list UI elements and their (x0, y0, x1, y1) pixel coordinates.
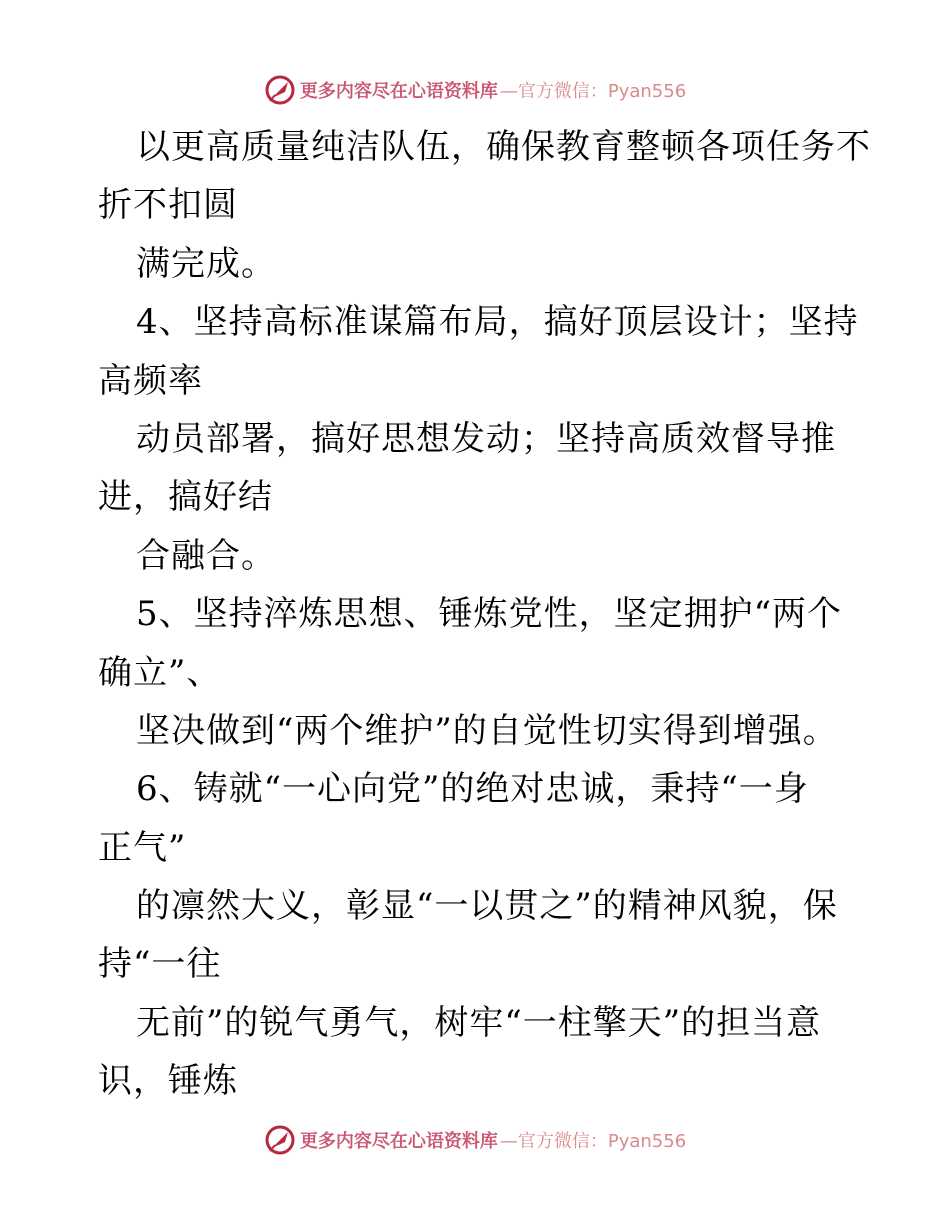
document-body (98, 118, 871, 1111)
watermark-sub-text: —官方微信：Pyan556 (499, 1131, 687, 1152)
text-line: 持“一往 (98, 944, 222, 985)
text-line: 6、铸就“一心向党”的绝对忠诚，秉持“一身 (136, 769, 809, 810)
footer-watermark (0, 1120, 950, 1160)
text-line: 正气” (98, 827, 187, 868)
text-line: 折不扣圆 (98, 185, 238, 226)
text-line: 高频率 (98, 360, 203, 401)
quill-logo-icon (264, 1124, 296, 1156)
text-line: 坚决做到“两个维护”的自觉性切实得到增强。 (136, 710, 838, 751)
text-line: 合融合。 (136, 535, 276, 576)
text-line: 进，搞好结 (98, 477, 273, 518)
header-watermark (0, 70, 950, 110)
text-line: 动员部署，搞好思想发动；坚持高质效督导推 (136, 418, 836, 459)
quill-logo-icon (264, 74, 296, 106)
text-line: 5、坚持淬炼思想、锤炼党性，坚定拥护“两个 (136, 594, 843, 635)
watermark-main-text: 更多内容尽在心语资料库 (299, 1131, 498, 1152)
watermark-sub-text: —官方微信：Pyan556 (499, 81, 687, 102)
text-line: 满完成。 (136, 243, 276, 284)
text-line: 的凛然大义，彰显“一以贯之”的精神风貌，保 (136, 886, 838, 927)
text-line: 无前”的锐气勇气，树牢“一柱擎天”的担当意 (136, 1002, 822, 1043)
text-line: 确立”、 (98, 652, 222, 693)
watermark-main-text: 更多内容尽在心语资料库 (299, 81, 498, 102)
text-line: 识，锤炼 (98, 1061, 238, 1102)
text-line: 以更高质量纯洁队伍，确保教育整顿各项任务不 (136, 127, 871, 167)
text-line: 4、坚持高标准谋篇布局，搞好顶层设计；坚持 (136, 302, 859, 343)
